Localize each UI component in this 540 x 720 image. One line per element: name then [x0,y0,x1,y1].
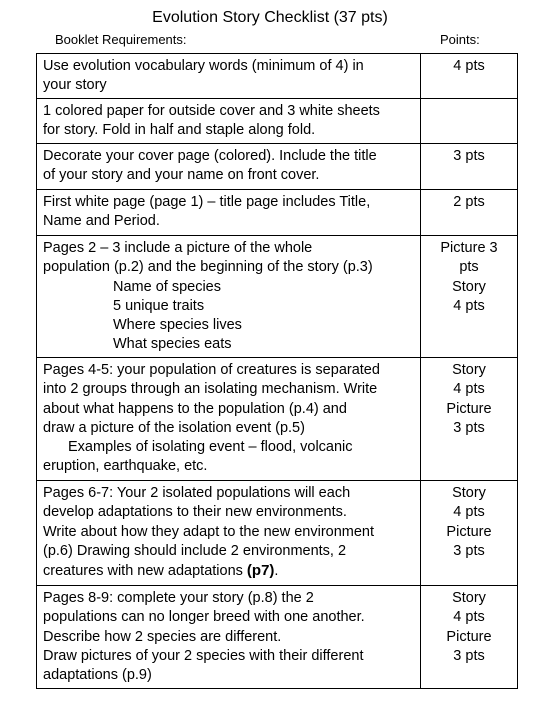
page-title: Evolution Story Checklist (37 pts) [152,9,388,26]
requirement-line: Pages 2 – 3 include a picture of the whole [43,240,313,256]
table-row [37,190,518,236]
points-value: 4 pts [453,609,485,626]
table-row [37,358,518,481]
requirements-column-header: Booklet Requirements: [55,32,187,47]
table-row [37,99,518,144]
checklist-table [36,53,518,689]
requirement-line: Use evolution vocabulary words (minimum of 4) in [43,58,364,74]
points-value: Story [452,278,486,295]
requirement-line: 1 colored paper for outside cover and 3 white sheets [43,103,380,119]
points-value: Picture [446,523,492,540]
points-value: 4 pts [453,504,485,521]
requirement-subline: Examples of isolating event – flood, volcanic [68,439,353,456]
requirement-line: your story [43,77,107,94]
requirement-line: Describe how 2 species are different. [43,628,282,645]
requirement-line: into 2 groups through an isolating mechanism. Write [43,381,378,398]
requirement-line: develop adaptations to their new environments. [43,504,347,521]
requirement-cell [37,99,421,144]
requirement-line [43,561,414,581]
requirement-line: for story. Fold in half and staple along fold. [43,122,316,139]
requirement-subline: What species eats [113,336,232,353]
requirement-line: of your story and your name on front cover. [43,167,320,184]
points-value: Story [452,485,486,501]
requirement-subline: Name of species [113,278,221,295]
points-value: 3 pts [453,542,485,559]
requirement-line: population (p.2) and the beginning of the story (p.3) [43,259,373,276]
requirement-line: about what happens to the population (p.4) and [43,400,347,417]
table-row [37,144,518,190]
points-value: pts [459,259,479,276]
points-value: 3 pts [453,419,485,436]
requirement-cell [37,358,421,481]
requirement-cell [37,190,421,236]
requirement-line: adaptations (p.9) [43,667,152,684]
points-value: 4 pts [453,381,485,398]
requirement-subline: 5 unique traits [113,297,205,314]
requirement-line: Pages 8-9: complete your story (p.8) the 2 [43,590,314,606]
points-cell [421,586,518,689]
points-column-header: Points: [440,32,480,47]
requirement-cell [37,586,421,689]
points-value: Story [452,362,486,378]
points-cell [421,99,518,144]
requirement-subline: Where species lives [113,317,242,334]
points-value: 4 pts [453,58,485,74]
points-cell [421,358,518,481]
points-cell [421,144,518,190]
points-cell [421,236,518,358]
table-row [37,54,518,99]
points-value: 4 pts [453,297,485,314]
requirement-text: creatures with new adaptations [43,563,247,580]
requirement-cell [37,54,421,99]
requirement-cell [37,481,421,586]
requirement-line: Draw pictures of your 2 species with their different [43,647,364,664]
table-row [37,586,518,689]
points-value: 3 pts [453,148,485,164]
points-cell [421,54,518,99]
points-value: Picture [446,628,492,645]
table-row [37,236,518,358]
points-value: Picture 3 [440,240,498,256]
requirement-cell [37,236,421,358]
requirement-line: draw a picture of the isolation event (p.5) [43,419,305,436]
requirement-line: eruption, earthquake, etc. [43,458,208,475]
points-value: 3 pts [453,647,485,664]
points-cell [421,190,518,236]
requirement-line: Name and Period. [43,213,160,230]
requirement-line: (p.6) Drawing should include 2 environments, 2 [43,542,347,559]
table-row [37,481,518,586]
points-cell [421,481,518,586]
points-value: Story [452,590,486,606]
requirement-text: . [274,563,279,580]
requirement-cell [37,144,421,190]
page-reference-bold: (p7) [246,562,275,580]
points-value: 2 pts [453,194,485,210]
requirement-line: populations can no longer breed with one another. [43,609,365,626]
requirement-line: Decorate your cover page (colored). Include the title [43,148,377,164]
requirement-line: Pages 4-5: your population of creatures is separated [43,362,380,378]
points-value: Picture [446,400,492,417]
requirement-line: Write about how they adapt to the new environment [43,523,375,540]
requirement-line: Pages 6-7: Your 2 isolated populations will each [43,485,351,501]
requirement-line: First white page (page 1) – title page includes Title, [43,194,371,210]
